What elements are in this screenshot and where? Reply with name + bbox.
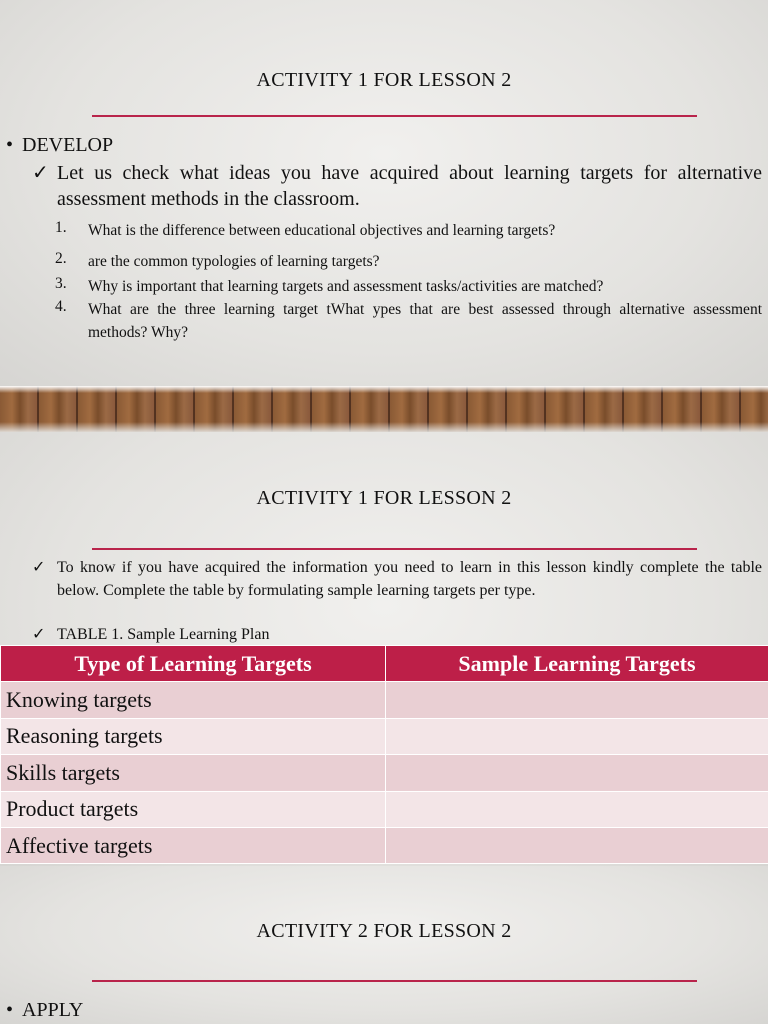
list-item: 2. are the common typologies of learning targets?: [55, 250, 380, 270]
table-row: [1, 682, 768, 718]
bullet-icon: •: [6, 134, 14, 156]
title-divider: [92, 980, 697, 982]
table-cell[interactable]: [386, 827, 768, 863]
title-divider: [92, 548, 697, 550]
table-cell[interactable]: [386, 682, 768, 718]
wood-floor-divider: [0, 386, 768, 432]
instruction-text: To know if you have acquired the information you need to learn in this lesson kindly complete the table below. Complete the table by formulating sample learning targets per type.: [57, 559, 762, 599]
title-divider: [92, 115, 697, 117]
table-row: [1, 827, 768, 863]
header-sample: Sample Learning Targets: [386, 646, 768, 682]
table-cell[interactable]: [386, 791, 768, 827]
check-icon: ✓: [32, 162, 49, 184]
check-item: [32, 623, 762, 646]
table-cell: Skills targets: [1, 755, 386, 791]
slide-1: [0, 0, 768, 386]
slide-2: [0, 432, 768, 866]
header-type: Type of Learning Targets: [1, 646, 386, 682]
list-item: 1. What is the difference between educational objectives and learning targets?: [55, 219, 556, 239]
list-item: 3. Why is important that learning targets and assessment tasks/activities are matched?: [55, 275, 604, 295]
slide-2-title: ACTIVITY 1 FOR LESSON 2: [256, 487, 512, 509]
table-cell[interactable]: [386, 755, 768, 791]
table-cell: Knowing targets: [1, 682, 386, 718]
table-row: [1, 718, 768, 754]
learning-plan-table: [0, 645, 768, 864]
develop-label: DEVELOP: [22, 134, 114, 156]
table-cell[interactable]: [386, 718, 768, 754]
check-item: [32, 556, 762, 602]
apply-label: APPLY: [22, 999, 84, 1021]
develop-bullet: [6, 134, 113, 157]
slide-1-title: ACTIVITY 1 FOR LESSON 2: [256, 69, 512, 91]
check-icon: ✓: [32, 559, 46, 576]
check-icon: ✓: [32, 626, 46, 643]
table-cell: Reasoning targets: [1, 718, 386, 754]
list-item: 4. What are the three learning target tWhat ypes that are best assessed through alternative assessment methods? Why?: [55, 298, 762, 341]
table-row: [1, 791, 768, 827]
bullet-icon: •: [6, 999, 14, 1021]
apply-bullet: [6, 999, 83, 1022]
table-caption: TABLE 1. Sample Learning Plan: [57, 626, 270, 643]
check-text: Let us check what ideas you have acquired about learning targets for alternative assessment methods in the classroom.: [57, 162, 762, 210]
table-cell: Product targets: [1, 791, 386, 827]
check-item: [32, 160, 762, 212]
table-row: [1, 755, 768, 791]
table-header-row: [1, 646, 768, 682]
table-cell: Affective targets: [1, 827, 386, 863]
slide-3: [0, 866, 768, 1024]
slide-3-title: ACTIVITY 2 FOR LESSON 2: [256, 920, 512, 942]
